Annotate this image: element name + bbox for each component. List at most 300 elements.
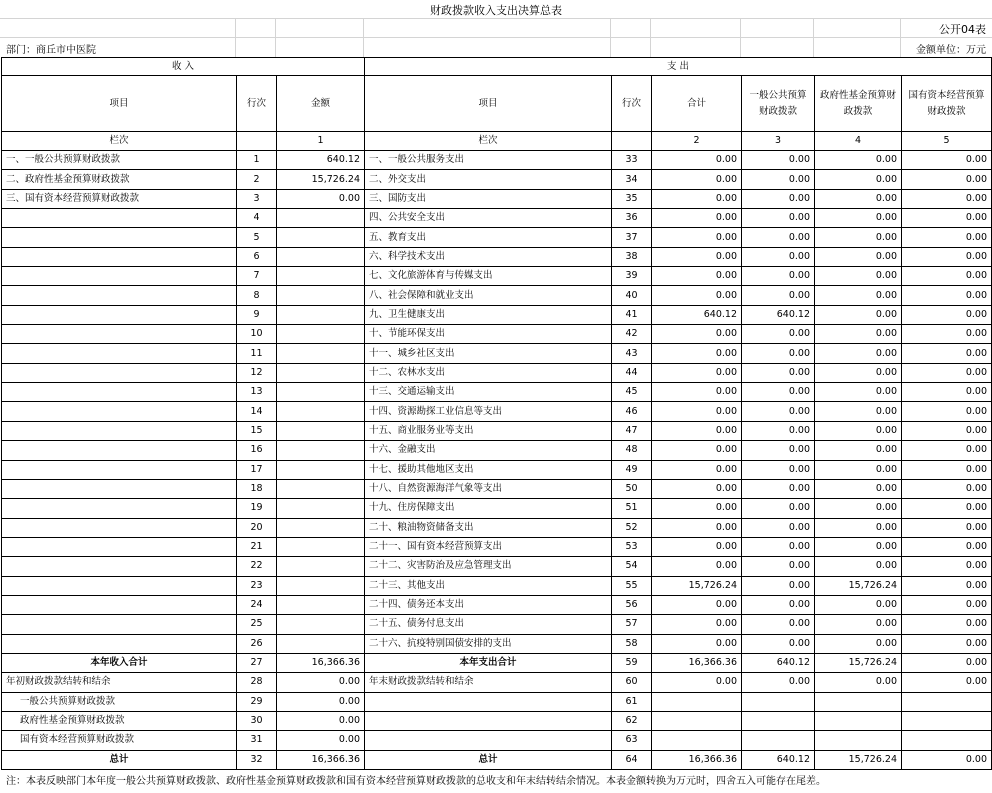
- footnote: 注：本表反映部门本年度一般公共预算财政拨款、政府性基金预算财政拨款和国有资本经营预算财政拨款的总收支和年末结转结余情况。本表金额转换为万元时，四舍五入可能存在尾差。: [6, 776, 826, 787]
- group-header-row: [2, 58, 992, 76]
- expense-row-no: 53: [612, 537, 652, 556]
- income-item: [2, 209, 237, 228]
- expense-row-no: 55: [612, 576, 652, 595]
- expense-fund: 0.00: [815, 189, 902, 208]
- expense-total: 0.00: [652, 344, 742, 363]
- carry-sub3-no: 31: [237, 731, 277, 750]
- expense-item: 四、公共安全支出: [365, 209, 612, 228]
- income-row-no: 26: [237, 634, 277, 653]
- income-grand-total-label: 总计: [2, 750, 237, 769]
- expense-row-no: 36: [612, 209, 652, 228]
- expense-item: 二十三、其他支出: [365, 576, 612, 595]
- income-row-no: 5: [237, 228, 277, 247]
- expense-row-no: 43: [612, 344, 652, 363]
- expense-total: 0.00: [652, 441, 742, 460]
- carry-sub-row-3: [2, 731, 992, 750]
- expense-total: 0.00: [652, 595, 742, 614]
- expense-state: 0.00: [902, 634, 992, 653]
- expense-row-no: 45: [612, 383, 652, 402]
- expense-state: 0.00: [902, 576, 992, 595]
- expense-total: 0.00: [652, 209, 742, 228]
- expense-general: 0.00: [742, 479, 815, 498]
- income-item: [2, 247, 237, 266]
- table-code: 公开04表: [939, 23, 986, 36]
- expense-total: 0.00: [652, 325, 742, 344]
- expense-fund: 0.00: [815, 325, 902, 344]
- expense-item: 二十四、债务还本支出: [365, 595, 612, 614]
- income-amount: [277, 363, 365, 382]
- income-item: [2, 325, 237, 344]
- expense-state: 0.00: [902, 170, 992, 189]
- table-row: [2, 305, 992, 324]
- income-amount: [277, 383, 365, 402]
- expense-group-header: [365, 58, 992, 76]
- expense-total: 0.00: [652, 557, 742, 576]
- carry-out-sum: 0.00: [652, 673, 742, 692]
- col-expense-item: 项目: [365, 76, 612, 132]
- blank-cell: [902, 731, 992, 750]
- title-row: [0, 0, 992, 19]
- expense-total: 0.00: [652, 615, 742, 634]
- expense-state: 0.00: [902, 595, 992, 614]
- expense-state: 0.00: [902, 615, 992, 634]
- grand-total-row: [2, 750, 992, 769]
- col-expense-row-no: 行次: [612, 76, 652, 132]
- expense-fund: 0.00: [815, 209, 902, 228]
- income-amount: [277, 305, 365, 324]
- col-total: 合计: [652, 76, 742, 132]
- expense-general: 0.00: [742, 518, 815, 537]
- table-row: [2, 267, 992, 286]
- expense-general: 0.00: [742, 634, 815, 653]
- col-number-5: 5: [902, 132, 992, 151]
- expense-fund: 0.00: [815, 247, 902, 266]
- expense-state: 0.00: [902, 344, 992, 363]
- expense-general: 0.00: [742, 576, 815, 595]
- income-amount: [277, 595, 365, 614]
- income-row-no: 20: [237, 518, 277, 537]
- table-row: [2, 518, 992, 537]
- income-row-no: 18: [237, 479, 277, 498]
- income-amount: 640.12: [277, 151, 365, 170]
- carry-sub2-exp-no: 62: [612, 711, 652, 730]
- expense-general: 0.00: [742, 460, 815, 479]
- income-item: [2, 228, 237, 247]
- carry-out-state: 0.00: [902, 673, 992, 692]
- table-row: [2, 615, 992, 634]
- expense-total: 0.00: [652, 363, 742, 382]
- expense-item: 二十五、债务付息支出: [365, 615, 612, 634]
- expense-fund: 0.00: [815, 151, 902, 170]
- expense-fund: 0.00: [815, 537, 902, 556]
- year-total-row: [2, 653, 992, 672]
- income-amount: [277, 441, 365, 460]
- income-row-no: 15: [237, 421, 277, 440]
- expense-fund: 0.00: [815, 615, 902, 634]
- expense-state: 0.00: [902, 421, 992, 440]
- carry-out-no: 60: [612, 673, 652, 692]
- expense-row-no: 40: [612, 286, 652, 305]
- expense-total: 0.00: [652, 402, 742, 421]
- table-row: [2, 402, 992, 421]
- expense-general: 0.00: [742, 267, 815, 286]
- blank-cell: [742, 731, 815, 750]
- expense-row-no: 50: [612, 479, 652, 498]
- expense-total: 0.00: [652, 151, 742, 170]
- expense-state: 0.00: [902, 537, 992, 556]
- expense-state: 0.00: [902, 305, 992, 324]
- income-amount: [277, 228, 365, 247]
- unit-label: 金额单位：万元: [916, 45, 986, 56]
- expense-fund: 0.00: [815, 479, 902, 498]
- carry-sub-row-2: [2, 711, 992, 730]
- income-amount: [277, 499, 365, 518]
- expense-item: 十九、住房保障支出: [365, 499, 612, 518]
- expense-year-total-no: 59: [612, 653, 652, 672]
- expense-grand-total-state: 0.00: [902, 750, 992, 769]
- income-amount: [277, 615, 365, 634]
- expense-total: 0.00: [652, 383, 742, 402]
- carry-in-amount: 0.00: [277, 673, 365, 692]
- expense-general: 0.00: [742, 189, 815, 208]
- expense-row-no: 42: [612, 325, 652, 344]
- table-row: [2, 228, 992, 247]
- income-amount: [277, 634, 365, 653]
- expense-total: 0.00: [652, 479, 742, 498]
- blank-cell: [365, 692, 612, 711]
- expense-item: 十、节能环保支出: [365, 325, 612, 344]
- carry-sub1-amount: 0.00: [277, 692, 365, 711]
- expense-general: 0.00: [742, 441, 815, 460]
- expense-state: 0.00: [902, 286, 992, 305]
- expense-general: 640.12: [742, 305, 815, 324]
- income-row-no: 16: [237, 441, 277, 460]
- expense-grand-total-fund: 15,726.24: [815, 750, 902, 769]
- carry-out-label: 年末财政拨款结转和结余: [365, 673, 612, 692]
- expense-state: 0.00: [902, 247, 992, 266]
- expense-total: 0.00: [652, 518, 742, 537]
- carry-row: [2, 673, 992, 692]
- expense-fund: 0.00: [815, 383, 902, 402]
- income-grand-total-no: 32: [237, 750, 277, 769]
- lanci-label: 栏次: [2, 132, 237, 151]
- income-year-total-amount: 16,366.36: [277, 653, 365, 672]
- expense-state: 0.00: [902, 402, 992, 421]
- expense-general: 0.00: [742, 170, 815, 189]
- table-row: [2, 441, 992, 460]
- blank-cell: [365, 731, 612, 750]
- income-item: [2, 499, 237, 518]
- expense-fund: 0.00: [815, 228, 902, 247]
- income-row-no: 7: [237, 267, 277, 286]
- expense-total: 0.00: [652, 634, 742, 653]
- department-label: 部门：商丘市中医院: [6, 45, 96, 56]
- expense-row-no: 51: [612, 499, 652, 518]
- income-amount: [277, 576, 365, 595]
- expense-fund: 0.00: [815, 267, 902, 286]
- expense-fund: 0.00: [815, 344, 902, 363]
- expense-general: 0.00: [742, 151, 815, 170]
- expense-total: 0.00: [652, 286, 742, 305]
- income-row-no: 1: [237, 151, 277, 170]
- expense-fund: 0.00: [815, 460, 902, 479]
- expense-year-total-fund: 15,726.24: [815, 653, 902, 672]
- expense-fund: 0.00: [815, 402, 902, 421]
- table-row: [2, 247, 992, 266]
- table-row: [2, 537, 992, 556]
- expense-fund: 0.00: [815, 557, 902, 576]
- income-item: [2, 634, 237, 653]
- income-row-no: 22: [237, 557, 277, 576]
- table-row: [2, 209, 992, 228]
- income-group-header: [2, 58, 365, 76]
- expense-item: 六、科学技术支出: [365, 247, 612, 266]
- expense-row-no: 48: [612, 441, 652, 460]
- expense-state: 0.00: [902, 325, 992, 344]
- income-row-no: 12: [237, 363, 277, 382]
- expense-fund: 0.00: [815, 421, 902, 440]
- expense-row-no: 39: [612, 267, 652, 286]
- income-row-no: 3: [237, 189, 277, 208]
- expense-fund: 0.00: [815, 499, 902, 518]
- income-amount: [277, 557, 365, 576]
- income-item: [2, 595, 237, 614]
- expense-fund: 15,726.24: [815, 576, 902, 595]
- income-item: [2, 383, 237, 402]
- income-item: [2, 344, 237, 363]
- table-row: [2, 383, 992, 402]
- income-amount: [277, 518, 365, 537]
- expense-fund: 0.00: [815, 441, 902, 460]
- expense-fund: 0.00: [815, 363, 902, 382]
- expense-state: 0.00: [902, 499, 992, 518]
- income-amount: [277, 247, 365, 266]
- income-row-no: 19: [237, 499, 277, 518]
- income-item: [2, 615, 237, 634]
- expense-row-no: 38: [612, 247, 652, 266]
- income-row-no: 17: [237, 460, 277, 479]
- income-item: [2, 479, 237, 498]
- income-row-no: 14: [237, 402, 277, 421]
- expense-grand-total-general: 640.12: [742, 750, 815, 769]
- expense-state: 0.00: [902, 228, 992, 247]
- expense-item: 二十一、国有资本经营预算支出: [365, 537, 612, 556]
- col-income-item: 项目: [2, 76, 237, 132]
- expense-row-no: 46: [612, 402, 652, 421]
- expense-year-total-general: 640.12: [742, 653, 815, 672]
- lanci-blank: [237, 132, 277, 151]
- finance-table: [1, 57, 992, 770]
- table-row: [2, 479, 992, 498]
- report-title: 财政拨款收入支出决算总表: [430, 4, 562, 17]
- expense-row-no: 52: [612, 518, 652, 537]
- col-number-3: 3: [742, 132, 815, 151]
- expense-state: 0.00: [902, 363, 992, 382]
- table-row: [2, 576, 992, 595]
- expense-fund: 0.00: [815, 170, 902, 189]
- dept-row: [0, 37, 992, 57]
- table-row: [2, 595, 992, 614]
- expense-general: 0.00: [742, 247, 815, 266]
- table-row: [2, 344, 992, 363]
- income-amount: [277, 402, 365, 421]
- expense-total: 0.00: [652, 189, 742, 208]
- income-amount: [277, 460, 365, 479]
- income-year-total-no: 27: [237, 653, 277, 672]
- expense-total: 0.00: [652, 228, 742, 247]
- expense-total: 640.12: [652, 305, 742, 324]
- col-number-4: 4: [815, 132, 902, 151]
- expense-state: 0.00: [902, 441, 992, 460]
- expense-state: 0.00: [902, 267, 992, 286]
- income-row-no: 11: [237, 344, 277, 363]
- income-row-no: 10: [237, 325, 277, 344]
- expense-row-no: 34: [612, 170, 652, 189]
- col-number-2: 2: [652, 132, 742, 151]
- expense-fund: 0.00: [815, 305, 902, 324]
- expense-item: 二十、粮油物资储备支出: [365, 518, 612, 537]
- expense-general: 0.00: [742, 557, 815, 576]
- income-item: [2, 363, 237, 382]
- expense-item: 二十六、抗疫特别国债安排的支出: [365, 634, 612, 653]
- expense-general: 0.00: [742, 363, 815, 382]
- income-amount: [277, 286, 365, 305]
- carry-sub2-label: 政府性基金预算财政拨款: [2, 711, 237, 730]
- expense-state: 0.00: [902, 479, 992, 498]
- income-item: [2, 305, 237, 324]
- expense-row-no: 35: [612, 189, 652, 208]
- income-row-no: 13: [237, 383, 277, 402]
- expense-row-no: 47: [612, 421, 652, 440]
- expense-general: 0.00: [742, 325, 815, 344]
- expense-item: 十三、交通运输支出: [365, 383, 612, 402]
- table-row: [2, 499, 992, 518]
- expense-group-label: 支 出: [666, 61, 690, 72]
- income-row-no: 6: [237, 247, 277, 266]
- expense-general: 0.00: [742, 595, 815, 614]
- carry-sub2-no: 30: [237, 711, 277, 730]
- expense-row-no: 54: [612, 557, 652, 576]
- income-item: [2, 421, 237, 440]
- income-item: [2, 402, 237, 421]
- expense-total: 0.00: [652, 247, 742, 266]
- expense-item: 一、一般公共服务支出: [365, 151, 612, 170]
- income-group-label: 收 入: [171, 61, 195, 72]
- expense-state: 0.00: [902, 383, 992, 402]
- expense-fund: 0.00: [815, 634, 902, 653]
- expense-year-total-sum: 16,366.36: [652, 653, 742, 672]
- table-row: [2, 151, 992, 170]
- income-item: [2, 576, 237, 595]
- expense-item: 三、国防支出: [365, 189, 612, 208]
- code-row: [0, 18, 992, 38]
- expense-row-no: 44: [612, 363, 652, 382]
- blank-cell: [902, 692, 992, 711]
- income-item: [2, 557, 237, 576]
- expense-state: 0.00: [902, 189, 992, 208]
- blank-cell: [652, 731, 742, 750]
- expense-general: 0.00: [742, 228, 815, 247]
- income-row-no: 24: [237, 595, 277, 614]
- carry-out-fund: 0.00: [815, 673, 902, 692]
- income-item: 一、一般公共预算财政拨款: [2, 151, 237, 170]
- expense-item: 九、卫生健康支出: [365, 305, 612, 324]
- carry-sub-row-1: [2, 692, 992, 711]
- income-row-no: 4: [237, 209, 277, 228]
- income-amount: [277, 479, 365, 498]
- income-item: [2, 441, 237, 460]
- income-item: [2, 518, 237, 537]
- expense-total: 0.00: [652, 267, 742, 286]
- expense-general: 0.00: [742, 402, 815, 421]
- income-row-no: 25: [237, 615, 277, 634]
- expense-general: 0.00: [742, 615, 815, 634]
- col-number-1: 1: [277, 132, 365, 151]
- income-row-no: 21: [237, 537, 277, 556]
- expense-item: 十四、资源勘探工业信息等支出: [365, 402, 612, 421]
- expense-general: 0.00: [742, 344, 815, 363]
- expense-total: 0.00: [652, 537, 742, 556]
- income-amount: [277, 344, 365, 363]
- column-header-row: [2, 76, 992, 132]
- expense-general: 0.00: [742, 286, 815, 305]
- expense-year-total-state: 0.00: [902, 653, 992, 672]
- expense-item: 五、教育支出: [365, 228, 612, 247]
- carry-sub3-exp-no: 63: [612, 731, 652, 750]
- carry-out-general: 0.00: [742, 673, 815, 692]
- expense-grand-total-sum: 16,366.36: [652, 750, 742, 769]
- expense-fund: 0.00: [815, 286, 902, 305]
- expense-item: 二十二、灾害防治及应急管理支出: [365, 557, 612, 576]
- col-general-budget: 一般公共预算财政拨款: [742, 76, 815, 132]
- expense-item: 十六、金融支出: [365, 441, 612, 460]
- table-row: [2, 421, 992, 440]
- income-row-no: 9: [237, 305, 277, 324]
- income-row-no: 2: [237, 170, 277, 189]
- income-item: [2, 460, 237, 479]
- carry-in-label: 年初财政拨款结转和结余: [2, 673, 237, 692]
- income-amount: [277, 267, 365, 286]
- expense-row-no: 56: [612, 595, 652, 614]
- expense-row-no: 41: [612, 305, 652, 324]
- expense-item: 十八、自然资源海洋气象等支出: [365, 479, 612, 498]
- expense-grand-total-label: 总计: [365, 750, 612, 769]
- expense-item: 八、社会保障和就业支出: [365, 286, 612, 305]
- income-row-no: 8: [237, 286, 277, 305]
- expense-fund: 0.00: [815, 595, 902, 614]
- expense-row-no: 37: [612, 228, 652, 247]
- blank-cell: [742, 711, 815, 730]
- table-row: [2, 286, 992, 305]
- expense-item: 二、外交支出: [365, 170, 612, 189]
- table-row: [2, 363, 992, 382]
- income-amount: [277, 325, 365, 344]
- lanci-label-2: 栏次: [365, 132, 612, 151]
- income-amount: 15,726.24: [277, 170, 365, 189]
- income-item: [2, 267, 237, 286]
- expense-general: 0.00: [742, 499, 815, 518]
- expense-total: 0.00: [652, 460, 742, 479]
- expense-total: 0.00: [652, 170, 742, 189]
- carry-sub1-label: 一般公共预算财政拨款: [2, 692, 237, 711]
- expense-row-no: 33: [612, 151, 652, 170]
- expense-row-no: 58: [612, 634, 652, 653]
- income-grand-total-amount: 16,366.36: [277, 750, 365, 769]
- expense-item: 十二、农林水支出: [365, 363, 612, 382]
- expense-total: 0.00: [652, 499, 742, 518]
- expense-state: 0.00: [902, 460, 992, 479]
- income-amount: [277, 209, 365, 228]
